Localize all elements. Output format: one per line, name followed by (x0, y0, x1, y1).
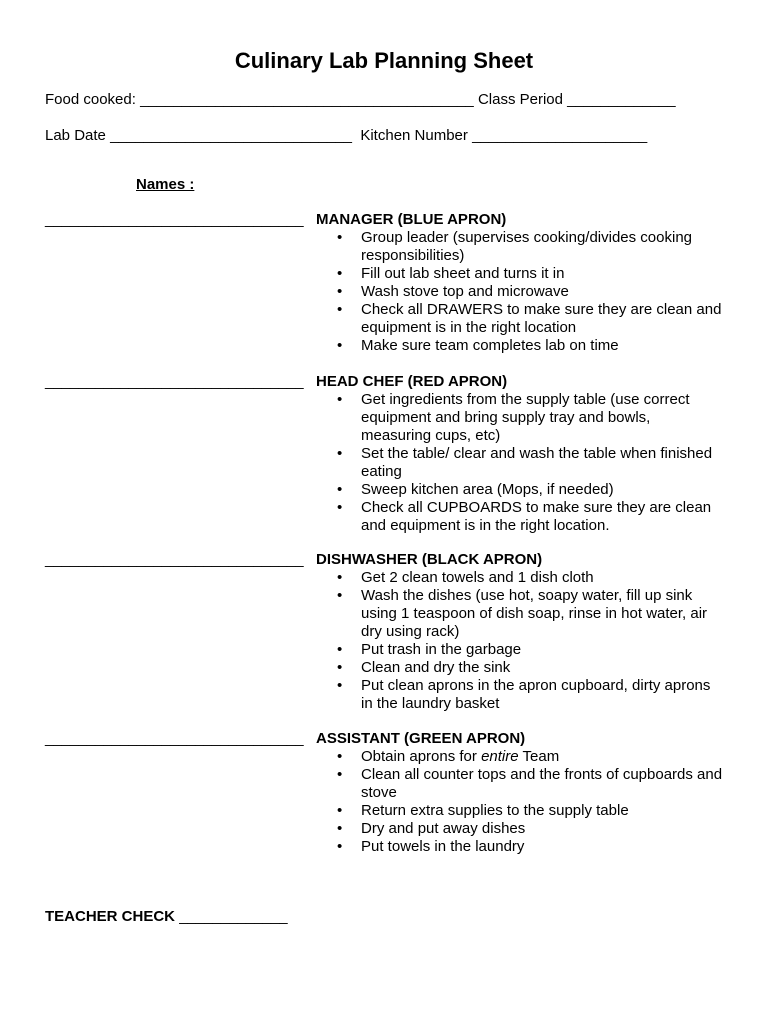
head-chef-duties-list (316, 391, 724, 535)
kitchen-number-label: Kitchen Number (360, 127, 468, 144)
bullet-icon: • (337, 229, 343, 246)
manager-duties-list (316, 229, 724, 355)
dishwasher-name-field[interactable]: _______________________________ (45, 551, 304, 568)
teacher-check-label: TEACHER CHECK (45, 908, 176, 925)
assistant-duties-list (316, 748, 724, 856)
bullet-icon: • (337, 766, 343, 783)
list-item: • Dry and put away dishes (337, 820, 526, 837)
bullet-icon: • (337, 283, 343, 300)
bullet-icon: • (337, 820, 343, 837)
bullet-icon: • (337, 391, 343, 408)
list-item: • Check all CUPBOARDS to make sure they are clean and equipment is in the right location. (337, 499, 712, 534)
role-title-assistant: ASSISTANT (GREEN APRON) (316, 730, 526, 747)
role-title-manager: MANAGER (BLUE APRON) (316, 211, 507, 228)
list-item: • Get ingredients from the supply table (use correct equipment and bring supply tray and bowls, measuring cups, etc) (337, 391, 690, 444)
emphasis-text: entire (481, 748, 519, 765)
list-item: • Clean and dry the sink (337, 659, 511, 676)
food-cooked-label: Food cooked: (45, 91, 136, 108)
class-period-label: Class Period (477, 91, 563, 108)
lab-date-field[interactable]: _____________________________ (110, 127, 352, 144)
list-item: • Make sure team completes lab on time (337, 337, 619, 354)
list-item: • Put towels in the laundry (337, 838, 525, 855)
list-item: • Wash stove top and microwave (337, 283, 569, 300)
bullet-icon: • (337, 481, 343, 498)
list-item: • Obtain aprons for entire Team (337, 748, 560, 765)
bullet-icon: • (337, 677, 343, 694)
list-item: • Clean all counter tops and the fronts of cupboards and stove (337, 766, 723, 801)
bullet-icon: • (337, 587, 343, 604)
names-heading: Names : (136, 176, 195, 193)
list-item: • Group leader (supervises cooking/divides cooking responsibilities) (337, 229, 693, 264)
list-item: • Sweep kitchen area (Mops, if needed) (337, 481, 614, 498)
bullet-icon: • (337, 748, 343, 765)
list-item: • Set the table/ clear and wash the table when finished eating (337, 445, 713, 480)
bullet-icon: • (337, 838, 343, 855)
food-cooked-field[interactable]: ________________________________________ (140, 91, 474, 108)
list-item: • Put clean aprons in the apron cupboard, dirty aprons in the laundry basket (337, 677, 711, 712)
list-item: • Check all DRAWERS to make sure they are clean and equipment is in the right location (337, 301, 722, 336)
manager-name-field[interactable]: _______________________________ (45, 211, 304, 228)
list-item: • Fill out lab sheet and turns it in (337, 265, 565, 282)
bullet-icon: • (337, 641, 343, 658)
teacher-check-row (45, 908, 288, 926)
role-title-head-chef: HEAD CHEF (RED APRON) (316, 373, 508, 390)
lab-date-row (45, 127, 647, 145)
bullet-icon: • (337, 659, 343, 676)
bullet-icon: • (337, 802, 343, 819)
assistant-name-field[interactable]: _______________________________ (45, 730, 304, 747)
page-title: Culinary Lab Planning Sheet (234, 48, 534, 73)
food-cooked-row (45, 91, 676, 109)
teacher-check-field[interactable]: _____________ (179, 908, 288, 925)
bullet-icon: • (337, 569, 343, 586)
bullet-icon: • (337, 301, 343, 318)
role-title-dishwasher: DISHWASHER (BLACK APRON) (316, 551, 543, 568)
class-period-field[interactable]: _____________ (567, 91, 676, 108)
bullet-icon: • (337, 337, 343, 354)
kitchen-number-field[interactable]: _____________________ (472, 127, 648, 144)
head-chef-name-field[interactable]: _______________________________ (45, 373, 304, 390)
bullet-icon: • (337, 445, 343, 462)
list-item: • Get 2 clean towels and 1 dish cloth (337, 569, 594, 586)
bullet-icon: • (337, 499, 343, 516)
bullet-icon: • (337, 265, 343, 282)
list-item: • Put trash in the garbage (337, 641, 522, 658)
lab-date-label: Lab Date (45, 127, 106, 144)
dishwasher-duties-list (316, 569, 724, 713)
list-item: • Return extra supplies to the supply table (337, 802, 629, 819)
list-item: • Wash the dishes (use hot, soapy water, fill up sink using 1 teaspoon of dish soap, rinse in hot water, air dry using rack) (337, 587, 708, 640)
